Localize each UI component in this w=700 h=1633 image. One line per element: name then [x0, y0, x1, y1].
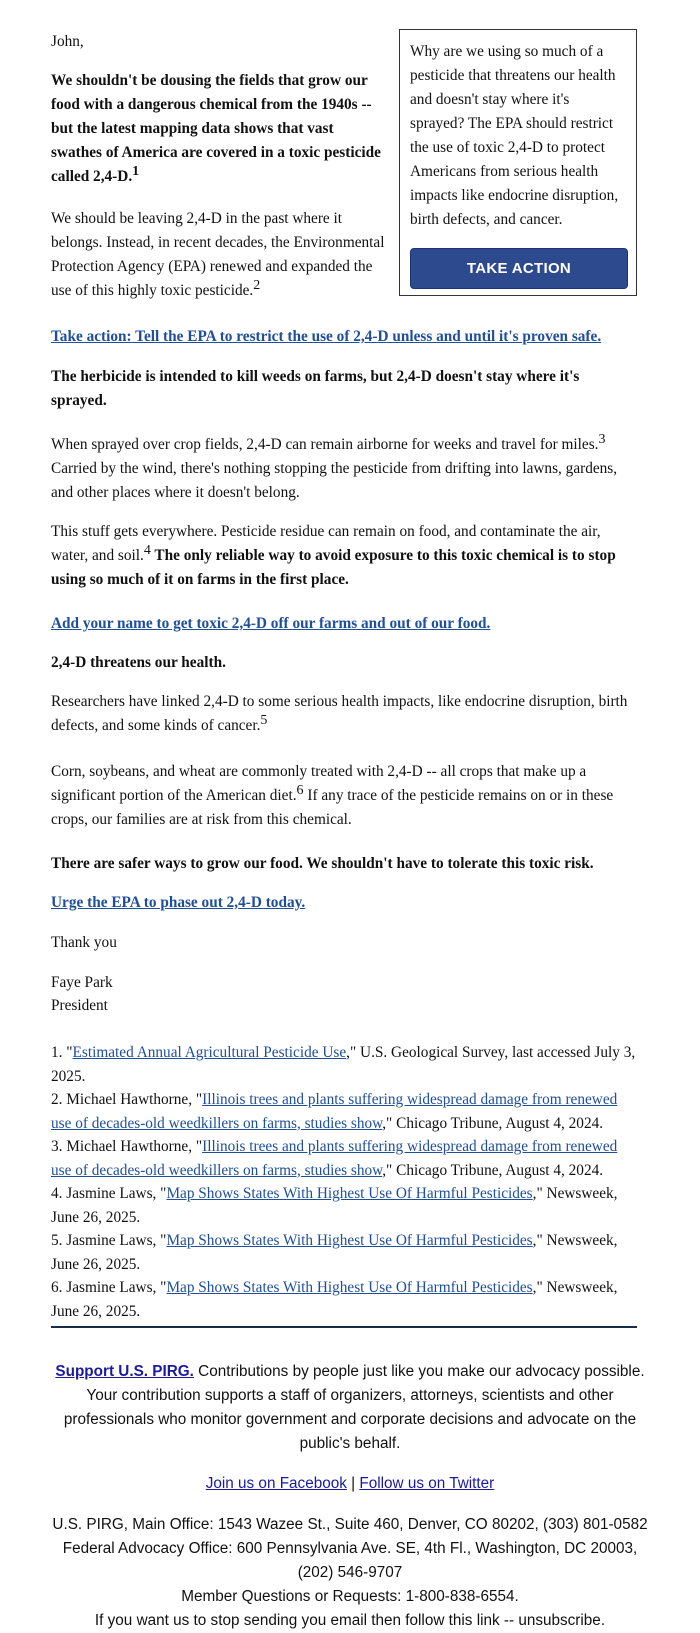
- footnote-rest: ," U.S. Geological Survey, last accessed July 3, 2025.: [51, 1044, 636, 1085]
- footnote-num: 6.: [51, 1279, 67, 1296]
- footnote-6: [51, 1276, 637, 1323]
- paragraph-crops-text-b: If any trace of the pesticide remains on or in these crops, our families are at risk from this chemical.: [51, 787, 614, 828]
- support-paragraph: [0, 1360, 700, 1456]
- signer-name: Faye Park: [51, 974, 113, 991]
- footnote-rest: ," Newsweek, June 26, 2025.: [51, 1185, 618, 1226]
- paragraph-research: [51, 690, 637, 738]
- facebook-link[interactable]: Join us on Facebook: [205, 1475, 347, 1492]
- footnote-author: Michael Hawthorne, ": [66, 1091, 203, 1108]
- footnote-rest: ," Chicago Tribune, August 4, 2024.: [382, 1114, 604, 1132]
- cta-link-restrict[interactable]: Take action: Tell the EPA to restrict the use of 2,4-D unless and until it's proven safe.: [51, 328, 602, 345]
- footnote-link-6[interactable]: Map Shows States With Highest Use Of Harmful Pesticides: [166, 1279, 533, 1296]
- cta-link-add-name-paragraph: [51, 612, 637, 636]
- paragraph-crops: [51, 760, 637, 832]
- footnote-ref-2: 2: [253, 278, 261, 293]
- social-links: [0, 1472, 700, 1496]
- footnote-rest: ," Newsweek, June 26, 2025.: [51, 1279, 618, 1320]
- twitter-link[interactable]: Follow us on Twitter: [359, 1475, 495, 1492]
- footnote-1: [51, 1041, 637, 1088]
- paragraph-drift-text-b: Carried by the wind, there's nothing stopping the pesticide from drifting into lawns, gardens, and other places where it doesn't belong.: [51, 460, 618, 501]
- divider: [51, 1326, 637, 1328]
- footnote-ref-1: 1: [132, 164, 140, 179]
- support-link[interactable]: Support U.S. PIRG.: [55, 1363, 194, 1380]
- federal-office: Federal Advocacy Office: 600 Pennsylvania Ave. SE, 4th Fl., Washington, DC 20003, (202) 546-9707: [62, 1540, 638, 1581]
- footnote-num: 5.: [51, 1232, 67, 1249]
- footnote-author: Michael Hawthorne, ": [66, 1138, 203, 1155]
- footnotes: [51, 1041, 637, 1323]
- footnote-ref-3: 3: [598, 432, 606, 447]
- footnote-ref-4: 4: [143, 543, 151, 558]
- footnote-num: 1. ": [51, 1044, 73, 1061]
- footnote-author: Jasmine Laws, ": [66, 1232, 167, 1249]
- main-office: U.S. PIRG, Main Office: 1543 Wazee St., Suite 460, Denver, CO 80202, (303) 801-0582: [52, 1516, 648, 1533]
- footnote-link-1[interactable]: Estimated Annual Agricultural Pesticide Use: [72, 1044, 347, 1061]
- footnote-rest: ," Newsweek, June 26, 2025.: [51, 1232, 618, 1273]
- signer-title: President: [51, 997, 108, 1014]
- cta-link-restrict-paragraph: [51, 325, 637, 349]
- footnote-3: [51, 1135, 637, 1182]
- email-footer: [0, 1360, 700, 1633]
- footnote-author: Jasmine Laws, ": [66, 1279, 167, 1296]
- social-separator: |: [346, 1475, 360, 1492]
- intro-paragraph: [51, 69, 387, 189]
- footnote-num: 2.: [51, 1091, 67, 1108]
- closing: Thank you: [51, 934, 117, 951]
- footnote-ref-6: 6: [296, 783, 304, 798]
- footnote-link-4[interactable]: Map Shows States With Highest Use Of Harmful Pesticides: [166, 1185, 533, 1202]
- footnote-rest: ," Chicago Tribune, August 4, 2024.: [382, 1161, 604, 1179]
- intro-text: We shouldn't be dousing the fields that grow our food with a dangerous chemical from the 1940s -- but the latest mapping data shows that vast swathes of America are covered in a toxic pesticide called 2,4-D.: [51, 72, 381, 185]
- footnote-ref-5: 5: [260, 713, 268, 728]
- cta-link-phase-out[interactable]: Urge the EPA to phase out 2,4-D today.: [51, 894, 306, 911]
- action-sidebox: [399, 29, 637, 296]
- paragraph-past-text: We should be leaving 2,4-D in the past where it belongs. Instead, in recent decades, the Environmental Protection Agency (EPA) renewed and expanded the use of this highly toxic pesticide.: [51, 210, 385, 299]
- footnote-link-2[interactable]: Illinois trees and plants suffering widespread damage from renewed use of decades-old weedkillers on farms, studies show: [51, 1091, 618, 1132]
- footnote-2: [51, 1088, 637, 1135]
- paragraph-everywhere: [51, 520, 637, 592]
- paragraph-everywhere-text: This stuff gets everywhere. Pesticide residue can remain on food, and contaminate the air, water, and soil.: [51, 523, 601, 564]
- footnote-4: [51, 1182, 637, 1229]
- paragraph-everywhere-bold: The only reliable way to avoid exposure to this toxic chemical is to stop using so much of it on farms in the first place.: [51, 547, 616, 588]
- greeting: John,: [51, 33, 84, 50]
- footnote-num: 4.: [51, 1185, 67, 1202]
- heading-health: 2,4-D threatens our health.: [51, 654, 226, 671]
- footnote-5: [51, 1229, 637, 1276]
- footnote-link-5[interactable]: Map Shows States With Highest Use Of Harmful Pesticides: [166, 1232, 533, 1249]
- paragraph-past: [51, 207, 387, 303]
- sidebox-text: Why are we using so much of a pesticide that threatens our health and doesn't stay where it's sprayed? The EPA should restrict the use of toxic 2,4-D to protect Americans from serious health impacts like endocrine disruption, birth defects, and cancer.: [410, 43, 619, 228]
- footnote-author: Jasmine Laws, ": [66, 1185, 167, 1202]
- paragraph-drift: [51, 433, 637, 505]
- support-text: Contributions by people just like you make our advocacy possible. Your contribution supports a staff of organizers, attorneys, scientists and other professionals who monitor government and corporate decisions and advocate on the public's behalf.: [63, 1363, 645, 1452]
- paragraph-crops-text-a: Corn, soybeans, and wheat are commonly treated with 2,4-D -- all crops that make up a significant portion of the American diet.: [51, 763, 587, 804]
- cta-link-phase-out-paragraph: [51, 891, 637, 915]
- heading-drift: The herbicide is intended to kill weeds on farms, but 2,4-D doesn't stay where it's sprayed.: [51, 368, 580, 409]
- paragraph-drift-text-a: When sprayed over crop fields, 2,4-D can remain airborne for weeks and travel for miles.: [51, 436, 599, 453]
- take-action-button[interactable]: TAKE ACTION: [410, 248, 628, 289]
- footnote-num: 3.: [51, 1138, 67, 1155]
- heading-safer: There are safer ways to grow our food. We shouldn't have to tolerate this toxic risk.: [51, 855, 594, 872]
- footnote-link-3[interactable]: Illinois trees and plants suffering widespread damage from renewed use of decades-old weedkillers on farms, studies show: [51, 1138, 618, 1179]
- cta-link-add-name[interactable]: Add your name to get toxic 2,4-D off our farms and out of our food.: [51, 615, 491, 632]
- paragraph-research-text: Researchers have linked 2,4-D to some serious health impacts, like endocrine disruption, birth defects, and some kinds of cancer.: [51, 693, 628, 734]
- unsubscribe-text[interactable]: If you want us to stop sending you email then follow this link -- unsubscribe.: [94, 1612, 606, 1629]
- member-questions: Member Questions or Requests: 1-800-838-6554.: [181, 1588, 519, 1605]
